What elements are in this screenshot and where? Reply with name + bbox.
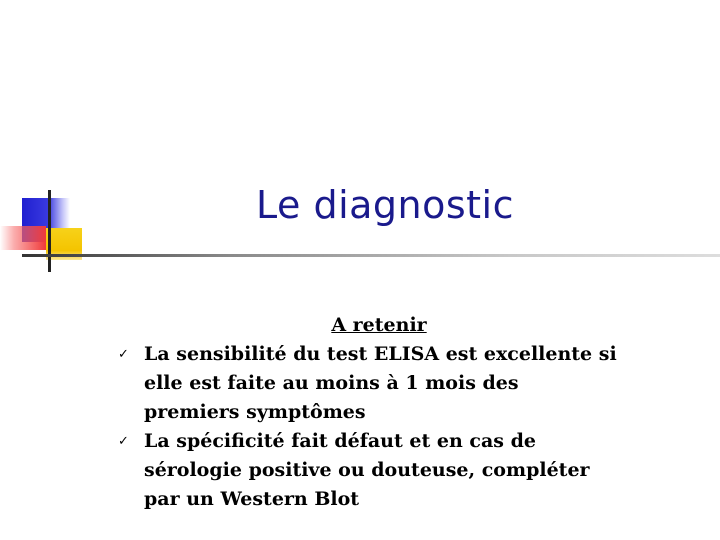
bullet-item — [118, 427, 618, 514]
bullet-text: La sensibilité du test ELISA est excellente si elle est faite au moins à 1 mois des premiers symptômes — [144, 343, 617, 423]
check-mark-icon: ✓ — [118, 434, 129, 449]
slide-content — [118, 311, 618, 514]
bullet-text: La spécificité fait défaut et en cas de sérologie positive ou douteuse, compléter par un Western Blot — [144, 430, 590, 510]
check-mark-icon: ✓ — [118, 347, 129, 362]
red-bar — [0, 226, 46, 250]
bullet-item — [118, 340, 618, 427]
title-divider — [22, 254, 720, 257]
decorative-logo — [0, 190, 110, 280]
slide-title: Le diagnostic — [255, 183, 515, 227]
subheading: A retenir — [331, 314, 427, 336]
vertical-line — [48, 190, 51, 272]
